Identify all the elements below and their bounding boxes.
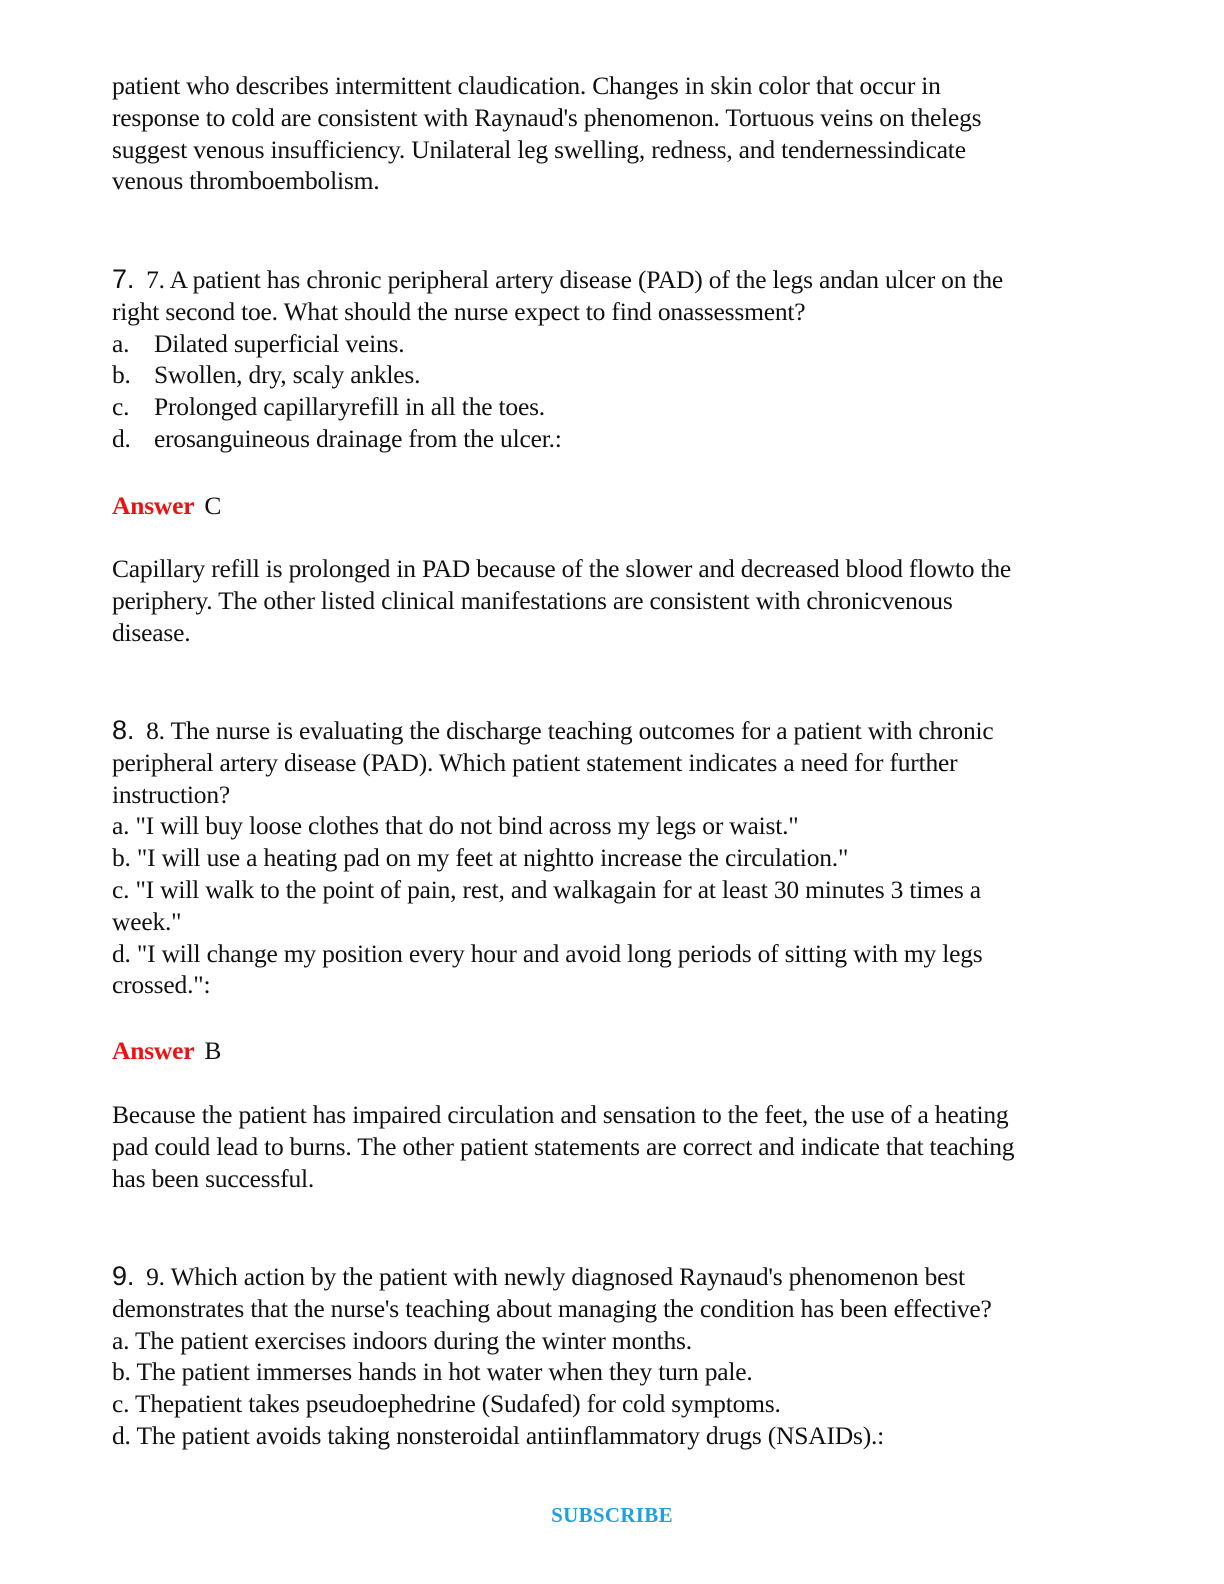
text-line: suggest venous insufficiency. Unilateral leg swelling, redness, and tendernessindicate: [112, 134, 966, 164]
option-line: crossed.":: [112, 970, 211, 1000]
option-letter: a.: [112, 328, 130, 358]
option-letter: c.: [112, 392, 130, 422]
rationale-7: [112, 553, 1122, 648]
answer-7: [112, 490, 1122, 522]
question-stem-text: 8. The nurse is evaluating the discharge teaching outcomes for a patient with chronic: [146, 716, 994, 745]
question-8: [112, 715, 1122, 1001]
option-text: Prolonged capillaryrefill in all the toes.: [154, 392, 545, 422]
option-text: Dilated superficial veins.: [154, 328, 405, 358]
option-a: [112, 328, 1122, 360]
intro-paragraph: [112, 70, 1122, 197]
option-letter: b.: [112, 360, 131, 390]
option-c: [112, 391, 1122, 423]
question-stem-line: demonstrates that the nurse's teaching about managing the condition has been effective?: [112, 1293, 992, 1323]
option-line: week.": [112, 906, 182, 936]
text-line: Capillary refill is prolonged in PAD because of the slower and decreased blood flowto the: [112, 554, 1012, 583]
option-text: Swollen, dry, scaly ankles.: [154, 360, 421, 390]
question-7: [112, 264, 1122, 455]
subscribe-link[interactable]: SUBSCRIBE: [551, 1503, 673, 1527]
option-line: a. "I will buy loose clothes that do not bind across my legs or waist.": [112, 811, 799, 841]
option-text: erosanguineous drainage from the ulcer.:: [154, 423, 562, 453]
question-stem-text: 7. A patient has chronic peripheral artery disease (PAD) of the legs andan ulcer on the: [146, 265, 1003, 294]
option-line: c. Thepatient takes pseudoephedrine (Sudafed) for cold symptoms.: [112, 1389, 781, 1419]
text-line: disease.: [112, 617, 191, 647]
option-line: d. "I will change my position every hour and avoid long periods of sitting with my legs: [112, 938, 983, 968]
text-line: pad could lead to burns. The other patient statements are correct and indicate that teaching: [112, 1131, 1015, 1161]
answer-label: Answer: [112, 491, 195, 520]
answer-value: C: [204, 491, 222, 520]
text-line: venous thromboembolism.: [112, 166, 380, 196]
option-line: d. The patient avoids taking nonsteroidal antiinflammatory drugs (NSAIDs).:: [112, 1420, 885, 1450]
question-stem-text: 9. Which action by the patient with newly diagnosed Raynaud's phenomenon best: [146, 1262, 965, 1291]
text-line: response to cold are consistent with Raynaud's phenomenon. Tortuous veins on thelegs: [112, 102, 982, 132]
answer-value: B: [204, 1036, 222, 1065]
rationale-8: [112, 1099, 1122, 1194]
option-line: c. "I will walk to the point of pain, rest, and walkagain for at least 30 minutes 3 times a: [112, 874, 981, 904]
question-stem-line: [112, 1261, 1122, 1293]
question-stem-line: instruction?: [112, 779, 230, 809]
question-9: [112, 1261, 1122, 1452]
question-number: 9.: [112, 1261, 135, 1291]
text-line: has been successful.: [112, 1163, 315, 1193]
option-line: b. The patient immerses hands in hot water when they turn pale.: [112, 1357, 753, 1387]
question-stem-line: [112, 715, 1122, 747]
question-number: 7.: [112, 264, 135, 294]
answer-label: Answer: [112, 1036, 195, 1065]
option-letter: d.: [112, 423, 131, 453]
question-number: 8.: [112, 715, 135, 745]
text-line: Because the patient has impaired circulation and sensation to the feet, the use of a heating: [112, 1100, 1009, 1129]
question-stem-line: [112, 264, 1122, 296]
text-line: periphery. The other listed clinical manifestations are consistent with chronicvenous: [112, 585, 953, 615]
option-b: [112, 359, 1122, 391]
question-stem-line: right second toe. What should the nurse expect to find onassessment?: [112, 296, 806, 326]
option-line: b. "I will use a heating pad on my feet at nightto increase the circulation.": [112, 843, 849, 873]
option-line: a. The patient exercises indoors during the winter months.: [112, 1325, 692, 1355]
text-line: patient who describes intermittent claudication. Changes in skin color that occur in: [112, 71, 941, 100]
option-d: [112, 423, 1122, 455]
answer-8: [112, 1035, 1122, 1067]
question-stem-line: peripheral artery disease (PAD). Which patient statement indicates a need for further: [112, 747, 958, 777]
